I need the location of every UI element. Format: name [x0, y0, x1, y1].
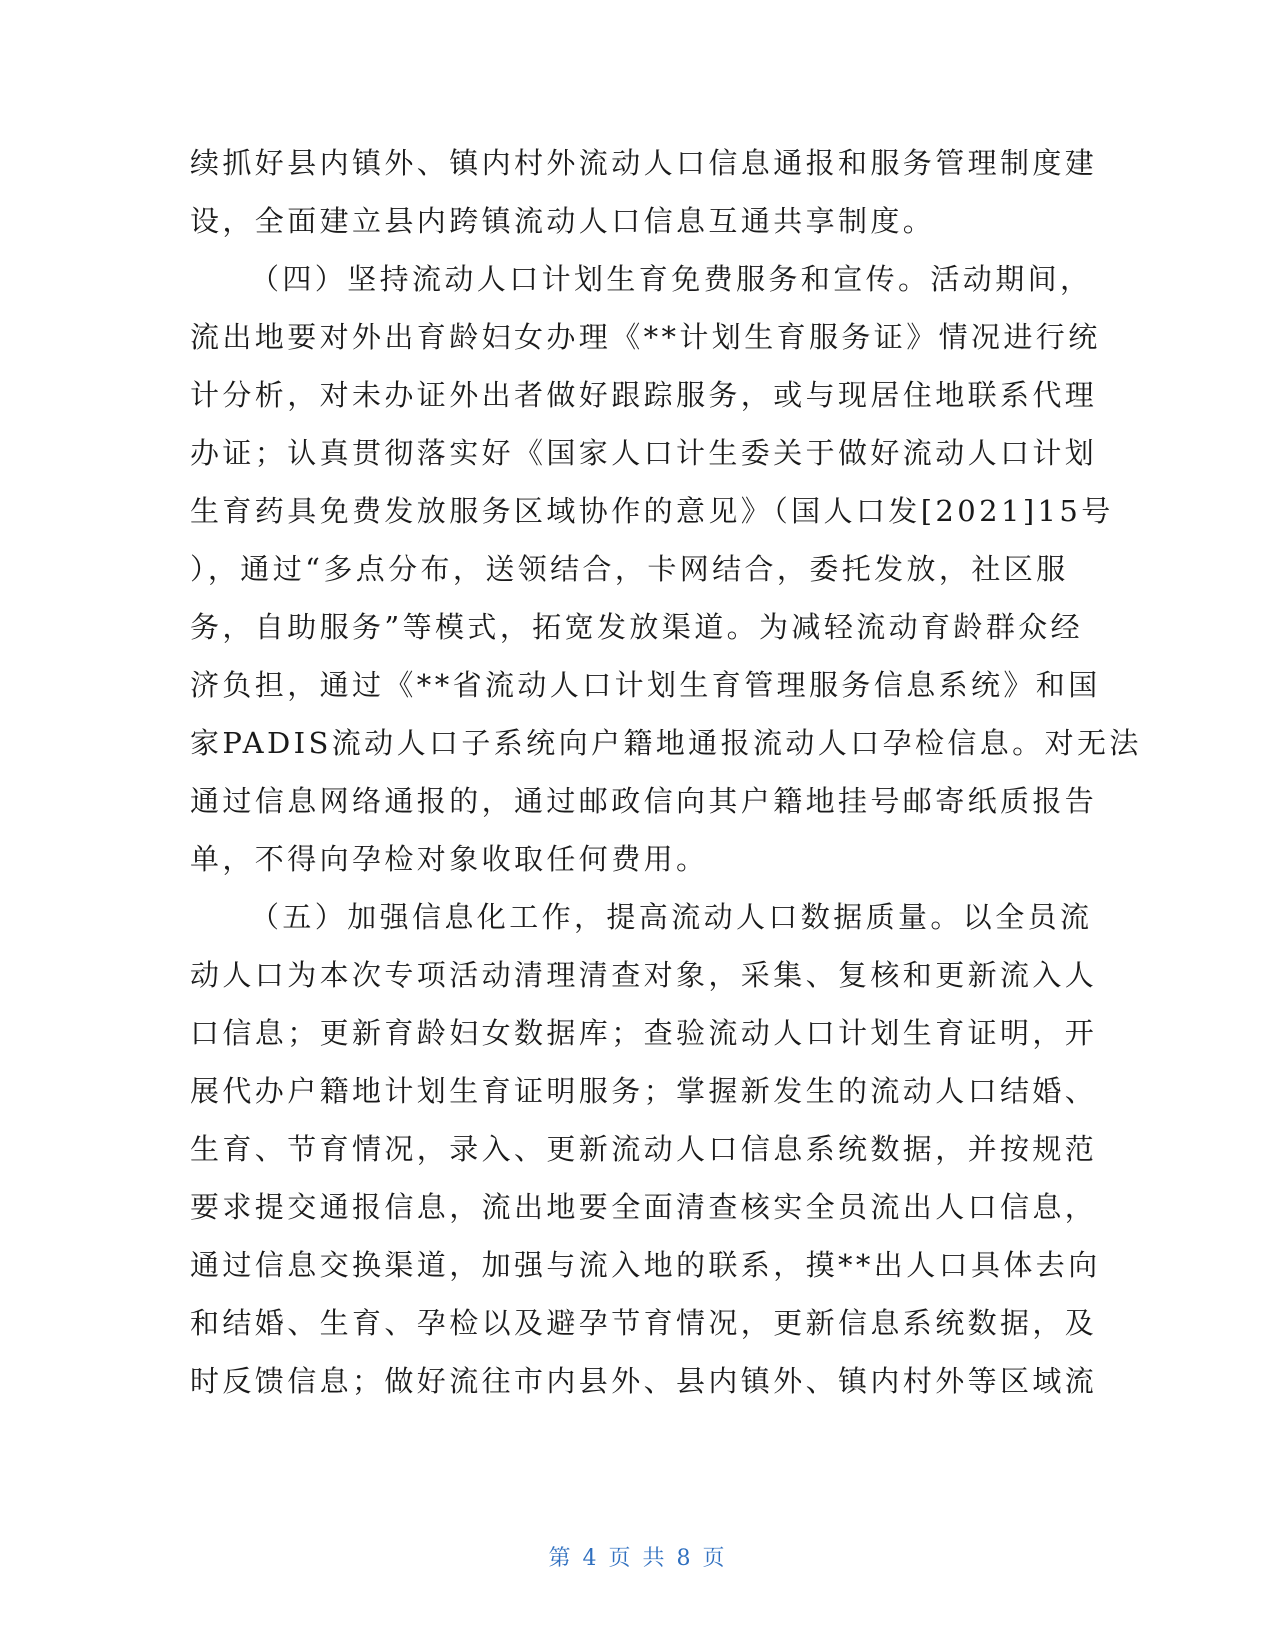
- text-line: ），通过“多点分布，送领结合，卡网结合，委托发放，社区服: [190, 552, 1069, 586]
- footer-total-prefix: 共: [642, 1546, 667, 1571]
- text-line: 和结婚、生育、孕检以及避孕节育情况，更新信息系统数据，及: [190, 1306, 1098, 1340]
- text-line: 生育药具免费发放服务区域协作的意见》（国人口发[2021]15号: [190, 494, 1114, 528]
- total-page-number: 8: [676, 1546, 693, 1571]
- text-line: 设，全面建立县内跨镇流动人口信息互通共享制度。: [190, 204, 936, 238]
- text-line: 动人口为本次专项活动清理清查对象，采集、复核和更新流入人: [190, 958, 1098, 992]
- text-line: 计分析，对未办证外出者做好跟踪服务，或与现居住地联系代理: [190, 378, 1098, 412]
- paragraph-heading-line: （四）坚持流动人口计划生育免费服务和宣传。活动期间，: [250, 262, 1093, 296]
- footer-page-label: 页: [608, 1546, 633, 1571]
- text-line: 时反馈信息；做好流往市内县外、县内镇外、镇内村外等区域流: [190, 1364, 1098, 1398]
- text-line: 济负担，通过《**省流动人口计划生育管理服务信息系统》和国: [190, 668, 1101, 702]
- text-line: 家PADIS流动人口子系统向户籍地通报流动人口孕检信息。对无法: [190, 726, 1142, 760]
- text-line: 展代办户籍地计划生育证明服务；掌握新发生的流动人口结婚、: [190, 1074, 1098, 1108]
- text-line: 流出地要对外出育龄妇女办理《**计划生育服务证》情况进行统: [190, 320, 1101, 354]
- text-line: 单，不得向孕检对象收取任何费用。: [190, 842, 709, 876]
- text-line: 通过信息网络通报的，通过邮政信向其户籍地挂号邮寄纸质报告: [190, 784, 1098, 818]
- footer-total-label: 页: [702, 1546, 727, 1571]
- text-line: 续抓好县内镇外、镇内村外流动人口信息通报和服务管理制度建: [190, 146, 1098, 180]
- text-line: 口信息；更新育龄妇女数据库；查验流动人口计划生育证明，开: [190, 1016, 1098, 1050]
- text-line: 办证；认真贯彻落实好《国家人口计生委关于做好流动人口计划: [190, 436, 1098, 470]
- text-line: 要求提交通报信息，流出地要全面清查核实全员流出人口信息，: [190, 1190, 1098, 1224]
- current-page-number: 4: [582, 1546, 599, 1571]
- text-line: 通过信息交换渠道，加强与流入地的联系，摸**出人口具体去向: [190, 1248, 1101, 1282]
- footer-prefix: 第: [548, 1546, 573, 1571]
- paragraph-heading-line: （五）加强信息化工作，提高流动人口数据质量。以全员流: [250, 900, 1093, 934]
- text-line: 务，自助服务”等模式，拓宽发放渠道。为减轻流动育龄群众经: [190, 610, 1084, 644]
- text-line: 生育、节育情况，录入、更新流动人口信息系统数据，并按规范: [190, 1132, 1098, 1166]
- page-number-footer: [0, 1544, 1275, 1574]
